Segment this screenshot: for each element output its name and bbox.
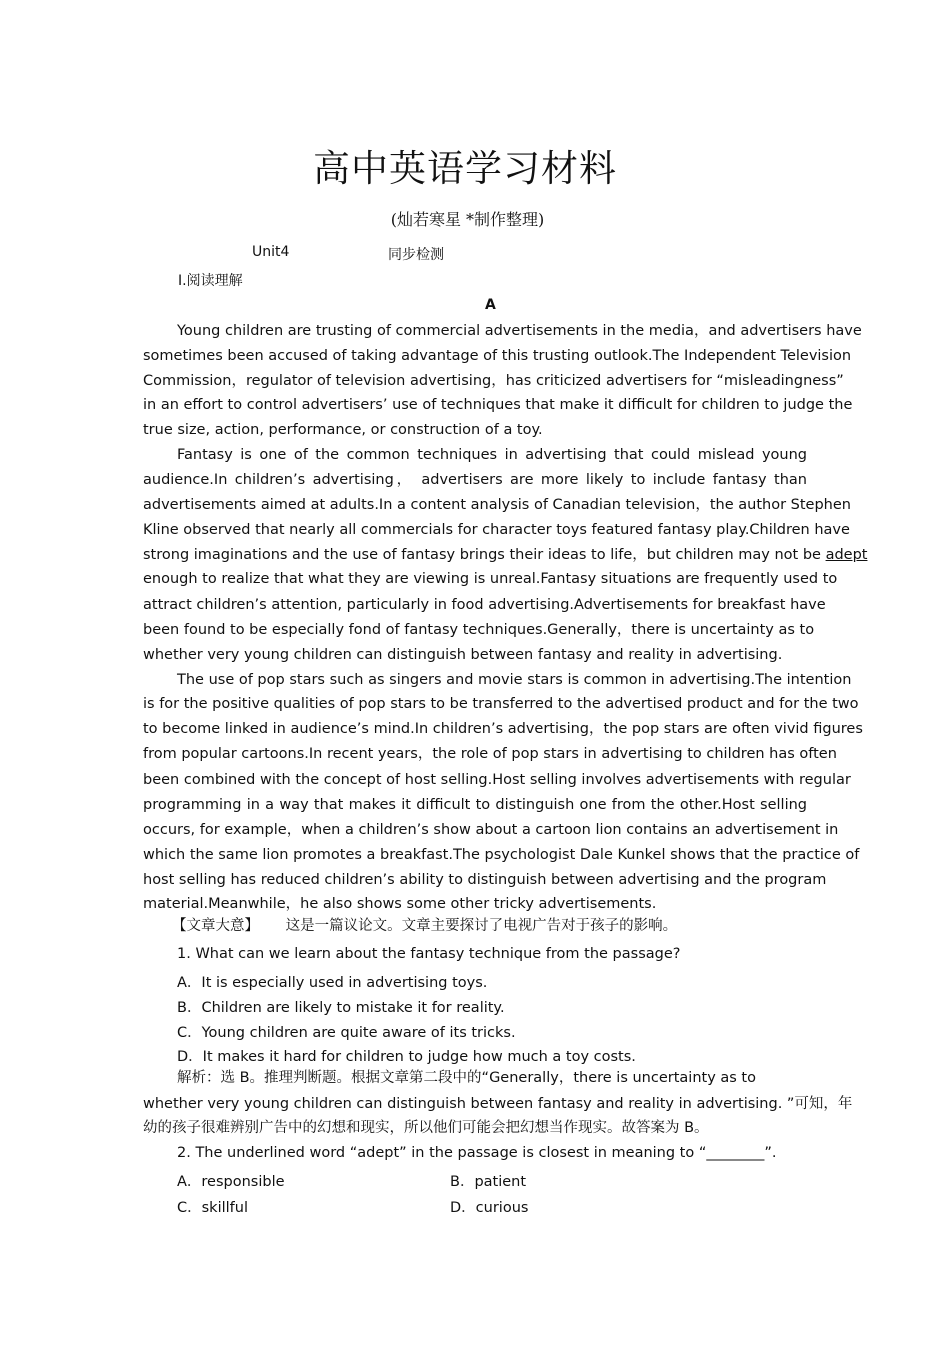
passage-line-text: strong imaginations and the use of fantasy brings their ideas to life，but children may not be [143,547,826,563]
question-2-option-d: D．curious [450,1200,529,1216]
passage-line: Commission，regulator of television advertising，has criticized advertisers for “misleadingness” [143,373,844,389]
passage-label: A [485,297,496,313]
passage-line: host selling has reduced children’s ability to distinguish between advertising and the program [143,872,827,888]
passage-line: to become linked in audience’s mind.In children’s advertising，the pop stars are often vivid figures [143,721,863,737]
passage-line: Fantasy is one of the common techniques in advertising that could mislead young [177,447,807,463]
unit-heading [252,244,444,263]
passage-line: in an effort to control advertisers’ use of techniques that make it difficult for children to judge the [143,397,853,413]
passage-line: Kline observed that nearly all commercials for character toys featured fantasy play.Children have [143,522,850,538]
passage-line: enough to realize that what they are viewing is unreal.Fantasy situations are frequently used to [143,571,838,587]
question-1-analysis-line: 解析：选 B。推理判断题。根据文章第二段中的“Generally，there is uncertainty as to [177,1070,756,1086]
passage-line: advertisements aimed at adults.In a content analysis of Canadian television，the author Stephen [143,497,851,513]
passage-line: true size, action, performance, or construction of a toy. [143,422,543,438]
question-2-option-b: B．patient [450,1174,527,1190]
passage-line: attract children’s attention, particularly in food advertising.Advertisements for breakfast have [143,597,826,613]
section-heading: Ⅰ.阅读理解 [178,273,243,289]
question-1-option-a: A．It is especially used in advertising toys. [177,975,488,991]
underlined-word-adept: adept [825,547,868,563]
question-2-option-c: C．skillful [177,1200,248,1216]
summary-text: 这是一篇议论文。文章主要探讨了电视广告对于孩子的影响。 [285,918,678,934]
question-1-analysis-line: 幼的孩子很难辨别广告中的幻想和现实，所以他们可能会把幻想当作现实。故答案为 B。 [143,1120,709,1136]
passage-line [143,546,868,564]
question-1-option-d: D．It makes it hard for children to judge how much a toy costs. [177,1049,636,1065]
page-subtitle: (灿若寒星 *制作整理) [390,210,545,229]
question-1-option-b: B．Children are likely to mistake it for reality. [177,1000,505,1016]
passage-line: audience.In children’s advertising， advertisers are more likely to include fantasy than [143,472,807,488]
unit-label: Unit4 [252,244,290,260]
question-1-option-c: C．Young children are quite aware of its tricks. [177,1025,516,1041]
passage-line: sometimes been accused of taking advantage of this trusting outlook.The Independent Television [143,348,852,364]
question-2-stem: 2. The underlined word “adept” in the passage is closest in meaning to “________”. [177,1145,777,1161]
passage-line: Young children are trusting of commercial advertisements in the media，and advertisers have [177,323,862,339]
passage-line: The use of pop stars such as singers and movie stars is common in advertising.The intention [177,672,852,688]
unit-subtitle: 同步检测 [388,247,444,263]
question-2-option-a: A．responsible [177,1174,285,1190]
passage-line: occurs, for example，when a children’s show about a cartoon lion contains an advertisement in [143,822,839,838]
passage-line: been combined with the concept of host selling.Host selling involves advertisements with regular [143,772,851,788]
passage-line: been found to be especially fond of fantasy techniques.Generally，there is uncertainty as to [143,622,815,638]
passage-line: whether very young children can distinguish between fantasy and reality in advertising. [143,647,783,663]
passage-line: programming in a way that makes it difficult to distinguish one from the other.Host selling [143,797,807,813]
passage-line: from popular cartoons.In recent years，the role of pop stars in advertising to children has often [143,746,837,762]
passage-line: is for the positive qualities of pop stars to be transferred to the advertised product and for the two [143,696,859,712]
question-1-stem: 1. What can we learn about the fantasy technique from the passage? [177,946,681,962]
passage-line: material.Meanwhile，he also shows some other tricky advertisements. [143,896,657,912]
page-title: 高中英语学习材料 [313,147,617,190]
question-1-analysis-line: whether very young children can distinguish between fantasy and reality in advertising. ”可知，年 [143,1096,853,1112]
passage-line: which the same lion promotes a breakfast.The psychologist Dale Kunkel shows that the practice of [143,847,860,863]
article-summary [172,917,802,935]
summary-label: 【文章大意】 [172,918,259,934]
